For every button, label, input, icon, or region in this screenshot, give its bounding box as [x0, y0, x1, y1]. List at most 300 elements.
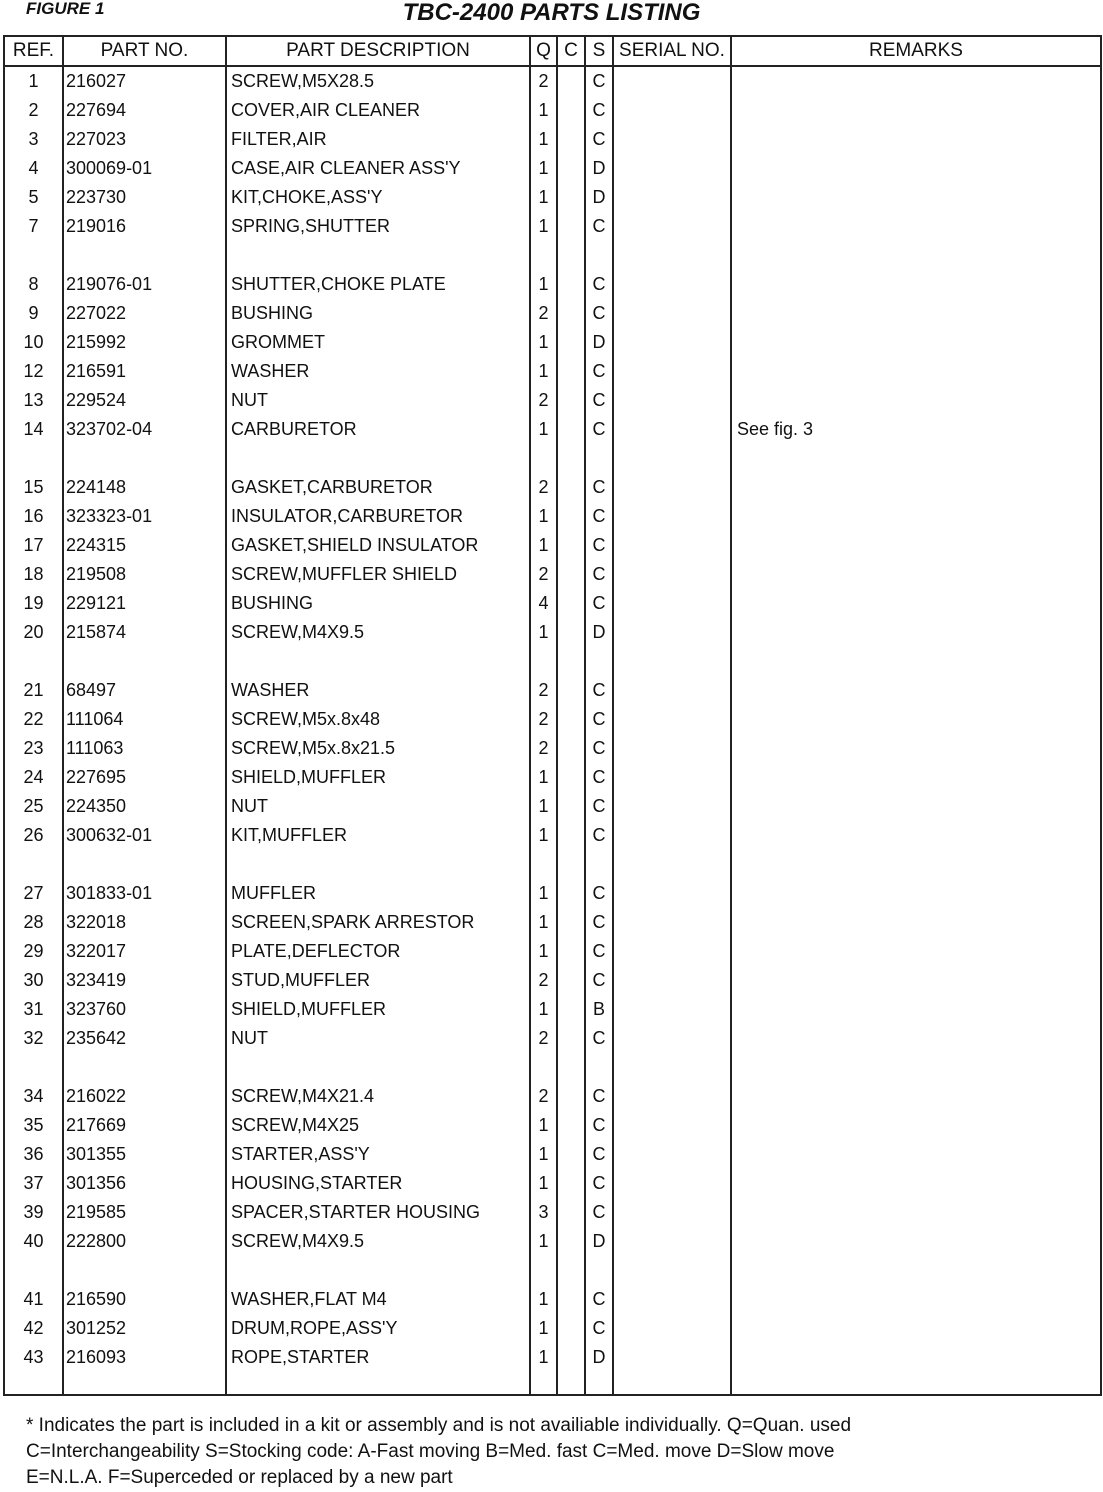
cell-ref: 30 [4, 966, 63, 995]
cell-ref: 22 [4, 705, 63, 734]
cell-description: STUD,MUFFLER [226, 966, 530, 995]
cell-c [557, 415, 585, 444]
table-row [4, 212, 1101, 241]
cell-c [557, 676, 585, 705]
cell-ref: 27 [4, 879, 63, 908]
filler-cell [63, 1372, 226, 1395]
cell-c [557, 444, 585, 473]
cell-serial-no [613, 299, 731, 328]
cell-description: DRUM,ROPE,ASS'Y [226, 1314, 530, 1343]
cell-remarks [731, 531, 1101, 560]
cell-ref: 3 [4, 125, 63, 154]
cell-serial-no [613, 1140, 731, 1169]
parts-table-body [4, 66, 1101, 1395]
cell-s: C [585, 473, 613, 502]
cell-s: C [585, 96, 613, 125]
table-row [4, 154, 1101, 183]
cell-ref [4, 1053, 63, 1082]
cell-serial-no [613, 1082, 731, 1111]
cell-part-no: 227694 [63, 96, 226, 125]
cell-s [585, 1256, 613, 1285]
cell-description: NUT [226, 386, 530, 415]
table-row [4, 734, 1101, 763]
table-row [4, 763, 1101, 792]
cell-c [557, 821, 585, 850]
cell-remarks [731, 1111, 1101, 1140]
cell-q: 1 [530, 908, 557, 937]
column-header-part-no: PART NO. [63, 36, 226, 66]
cell-q: 2 [530, 676, 557, 705]
cell-remarks [731, 1198, 1101, 1227]
cell-c [557, 763, 585, 792]
cell-description: GROMMET [226, 328, 530, 357]
cell-s: C [585, 66, 613, 96]
cell-serial-no [613, 328, 731, 357]
cell-c [557, 531, 585, 560]
table-row [4, 879, 1101, 908]
cell-ref: 7 [4, 212, 63, 241]
table-row [4, 328, 1101, 357]
cell-serial-no [613, 96, 731, 125]
cell-serial-no [613, 879, 731, 908]
cell-c [557, 879, 585, 908]
cell-c [557, 734, 585, 763]
cell-serial-no [613, 676, 731, 705]
cell-remarks [731, 96, 1101, 125]
table-row [4, 1285, 1101, 1314]
table-row [4, 415, 1101, 444]
cell-c [557, 241, 585, 270]
cell-c [557, 647, 585, 676]
cell-q [530, 850, 557, 879]
cell-ref [4, 444, 63, 473]
table-row [4, 299, 1101, 328]
cell-part-no: 219076-01 [63, 270, 226, 299]
table-header-row [4, 36, 1101, 66]
cell-description: WASHER [226, 676, 530, 705]
cell-q: 1 [530, 821, 557, 850]
cell-ref: 19 [4, 589, 63, 618]
cell-part-no: 223730 [63, 183, 226, 212]
cell-part-no: 224350 [63, 792, 226, 821]
table-row [4, 647, 1101, 676]
cell-remarks [731, 589, 1101, 618]
cell-part-no: 216027 [63, 66, 226, 96]
cell-s: C [585, 966, 613, 995]
cell-q: 2 [530, 66, 557, 96]
cell-part-no: 229524 [63, 386, 226, 415]
cell-description: BUSHING [226, 299, 530, 328]
table-row [4, 1256, 1101, 1285]
cell-c [557, 792, 585, 821]
cell-serial-no [613, 937, 731, 966]
table-row [4, 1198, 1101, 1227]
cell-description: ROPE,STARTER [226, 1343, 530, 1372]
cell-ref: 34 [4, 1082, 63, 1111]
cell-description [226, 1053, 530, 1082]
cell-serial-no [613, 1285, 731, 1314]
table-row [4, 66, 1101, 96]
cell-s: C [585, 792, 613, 821]
table-row [4, 1082, 1101, 1111]
cell-part-no: 300632-01 [63, 821, 226, 850]
cell-ref: 1 [4, 66, 63, 96]
cell-description [226, 1256, 530, 1285]
cell-part-no: 219508 [63, 560, 226, 589]
cell-serial-no [613, 734, 731, 763]
filler-cell [585, 1372, 613, 1395]
cell-q [530, 241, 557, 270]
cell-remarks [731, 647, 1101, 676]
cell-serial-no [613, 1227, 731, 1256]
cell-part-no: 224148 [63, 473, 226, 502]
cell-description: SHUTTER,CHOKE PLATE [226, 270, 530, 299]
table-row [4, 241, 1101, 270]
cell-remarks [731, 1343, 1101, 1372]
cell-description: SHIELD,MUFFLER [226, 995, 530, 1024]
cell-ref: 23 [4, 734, 63, 763]
cell-q: 4 [530, 589, 557, 618]
cell-c [557, 502, 585, 531]
cell-c [557, 1024, 585, 1053]
cell-remarks [731, 676, 1101, 705]
cell-s [585, 1053, 613, 1082]
cell-ref: 2 [4, 96, 63, 125]
cell-s: C [585, 415, 613, 444]
cell-remarks [731, 66, 1101, 96]
cell-serial-no [613, 1314, 731, 1343]
cell-part-no: 300069-01 [63, 154, 226, 183]
cell-part-no: 235642 [63, 1024, 226, 1053]
cell-description: CASE,AIR CLEANER ASS'Y [226, 154, 530, 183]
cell-q: 2 [530, 386, 557, 415]
cell-q: 2 [530, 473, 557, 502]
cell-serial-no [613, 821, 731, 850]
cell-ref: 39 [4, 1198, 63, 1227]
cell-description: SHIELD,MUFFLER [226, 763, 530, 792]
cell-description: SCREW,M5X28.5 [226, 66, 530, 96]
cell-s: D [585, 1343, 613, 1372]
cell-serial-no [613, 125, 731, 154]
cell-description: SCREW,M4X25 [226, 1111, 530, 1140]
cell-remarks [731, 328, 1101, 357]
cell-remarks [731, 183, 1101, 212]
cell-s: C [585, 763, 613, 792]
cell-c [557, 125, 585, 154]
cell-remarks [731, 821, 1101, 850]
cell-c [557, 1140, 585, 1169]
cell-c [557, 1198, 585, 1227]
cell-description: HOUSING,STARTER [226, 1169, 530, 1198]
cell-description: GASKET,CARBURETOR [226, 473, 530, 502]
cell-ref: 17 [4, 531, 63, 560]
cell-remarks [731, 502, 1101, 531]
cell-ref: 26 [4, 821, 63, 850]
cell-remarks [731, 125, 1101, 154]
cell-c [557, 328, 585, 357]
cell-part-no: 323419 [63, 966, 226, 995]
cell-q: 2 [530, 966, 557, 995]
cell-remarks [731, 1053, 1101, 1082]
cell-part-no: 301356 [63, 1169, 226, 1198]
cell-s [585, 241, 613, 270]
cell-serial-no [613, 444, 731, 473]
table-row [4, 792, 1101, 821]
cell-remarks [731, 1314, 1101, 1343]
cell-s: D [585, 154, 613, 183]
cell-q [530, 647, 557, 676]
cell-q [530, 1256, 557, 1285]
cell-description [226, 444, 530, 473]
cell-part-no: 216591 [63, 357, 226, 386]
cell-ref: 4 [4, 154, 63, 183]
cell-q: 1 [530, 270, 557, 299]
cell-q: 1 [530, 879, 557, 908]
table-row [4, 618, 1101, 647]
cell-part-no: 322017 [63, 937, 226, 966]
cell-remarks [731, 473, 1101, 502]
table-row [4, 1140, 1101, 1169]
cell-s: C [585, 1082, 613, 1111]
cell-serial-no [613, 908, 731, 937]
cell-c [557, 1314, 585, 1343]
cell-remarks [731, 937, 1101, 966]
cell-remarks [731, 444, 1101, 473]
cell-description: COVER,AIR CLEANER [226, 96, 530, 125]
filler-cell [226, 1372, 530, 1395]
table-row [4, 357, 1101, 386]
cell-c [557, 212, 585, 241]
cell-remarks [731, 850, 1101, 879]
cell-serial-no [613, 792, 731, 821]
cell-part-no: 301833-01 [63, 879, 226, 908]
cell-serial-no [613, 473, 731, 502]
cell-serial-no [613, 995, 731, 1024]
cell-s: C [585, 676, 613, 705]
table-row [4, 676, 1101, 705]
cell-q: 2 [530, 734, 557, 763]
cell-c [557, 850, 585, 879]
cell-remarks [731, 386, 1101, 415]
cell-ref: 15 [4, 473, 63, 502]
cell-q: 1 [530, 937, 557, 966]
cell-ref: 9 [4, 299, 63, 328]
cell-description: STARTER,ASS'Y [226, 1140, 530, 1169]
cell-description: FILTER,AIR [226, 125, 530, 154]
filler-cell [557, 1372, 585, 1395]
cell-remarks [731, 357, 1101, 386]
cell-description: INSULATOR,CARBURETOR [226, 502, 530, 531]
table-row [4, 270, 1101, 299]
cell-part-no: 68497 [63, 676, 226, 705]
cell-serial-no [613, 1343, 731, 1372]
cell-description: NUT [226, 792, 530, 821]
footnote-line: * Indicates the part is included in a kit or assembly and is not availiable individually. Q=Quan. used [26, 1415, 852, 1436]
cell-serial-no [613, 618, 731, 647]
cell-c [557, 589, 585, 618]
cell-s: C [585, 1169, 613, 1198]
cell-s: C [585, 299, 613, 328]
cell-s: C [585, 531, 613, 560]
cell-part-no: 219585 [63, 1198, 226, 1227]
cell-description: SCREW,M4X9.5 [226, 1227, 530, 1256]
cell-c [557, 1169, 585, 1198]
cell-serial-no [613, 241, 731, 270]
cell-ref: 35 [4, 1111, 63, 1140]
filler-cell [4, 1372, 63, 1395]
cell-ref [4, 241, 63, 270]
cell-part-no: 227022 [63, 299, 226, 328]
cell-c [557, 1256, 585, 1285]
cell-s: C [585, 1198, 613, 1227]
cell-s: B [585, 995, 613, 1024]
cell-q: 1 [530, 154, 557, 183]
cell-s: C [585, 270, 613, 299]
cell-ref: 14 [4, 415, 63, 444]
cell-c [557, 66, 585, 96]
cell-ref: 12 [4, 357, 63, 386]
cell-remarks [731, 763, 1101, 792]
cell-description: KIT,CHOKE,ASS'Y [226, 183, 530, 212]
cell-q: 2 [530, 299, 557, 328]
cell-ref: 21 [4, 676, 63, 705]
cell-part-no: 224315 [63, 531, 226, 560]
cell-description: WASHER,FLAT M4 [226, 1285, 530, 1314]
cell-c [557, 995, 585, 1024]
cell-part-no: 301252 [63, 1314, 226, 1343]
cell-c [557, 1285, 585, 1314]
table-row [4, 1343, 1101, 1372]
cell-description: WASHER [226, 357, 530, 386]
cell-s: C [585, 734, 613, 763]
cell-remarks [731, 879, 1101, 908]
cell-q: 1 [530, 212, 557, 241]
figure-label: FIGURE 1 [26, 0, 105, 18]
cell-c [557, 560, 585, 589]
cell-serial-no [613, 560, 731, 589]
cell-part-no [63, 444, 226, 473]
cell-serial-no [613, 66, 731, 96]
cell-s: C [585, 705, 613, 734]
cell-remarks [731, 1140, 1101, 1169]
cell-remarks: See fig. 3 [731, 415, 1101, 444]
cell-remarks [731, 1024, 1101, 1053]
cell-s: C [585, 1024, 613, 1053]
cell-serial-no [613, 1111, 731, 1140]
cell-ref: 10 [4, 328, 63, 357]
cell-serial-no [613, 850, 731, 879]
table-row [4, 821, 1101, 850]
cell-c [557, 908, 585, 937]
cell-ref: 40 [4, 1227, 63, 1256]
cell-s: C [585, 560, 613, 589]
cell-ref [4, 647, 63, 676]
cell-c [557, 357, 585, 386]
cell-ref [4, 850, 63, 879]
cell-part-no: 229121 [63, 589, 226, 618]
cell-part-no [63, 647, 226, 676]
cell-part-no: 323760 [63, 995, 226, 1024]
cell-c [557, 618, 585, 647]
cell-s: C [585, 212, 613, 241]
cell-description [226, 850, 530, 879]
cell-q: 1 [530, 995, 557, 1024]
cell-q [530, 1053, 557, 1082]
cell-q: 1 [530, 1314, 557, 1343]
column-header-description: PART DESCRIPTION [226, 36, 530, 66]
cell-description [226, 241, 530, 270]
table-row [4, 850, 1101, 879]
table-row [4, 1111, 1101, 1140]
cell-s: C [585, 908, 613, 937]
cell-part-no: 227695 [63, 763, 226, 792]
cell-part-no [63, 241, 226, 270]
cell-ref: 25 [4, 792, 63, 821]
cell-s [585, 850, 613, 879]
cell-s: C [585, 357, 613, 386]
cell-serial-no [613, 386, 731, 415]
cell-q: 1 [530, 183, 557, 212]
cell-ref: 28 [4, 908, 63, 937]
cell-c [557, 705, 585, 734]
cell-description: SCREW,M4X9.5 [226, 618, 530, 647]
cell-s: C [585, 1111, 613, 1140]
filler-cell [530, 1372, 557, 1395]
cell-remarks [731, 792, 1101, 821]
cell-serial-no [613, 502, 731, 531]
cell-serial-no [613, 647, 731, 676]
cell-remarks [731, 212, 1101, 241]
cell-serial-no [613, 270, 731, 299]
cell-s: C [585, 821, 613, 850]
cell-ref: 29 [4, 937, 63, 966]
cell-remarks [731, 241, 1101, 270]
table-row [4, 502, 1101, 531]
cell-q: 1 [530, 618, 557, 647]
table-row [4, 125, 1101, 154]
cell-q: 1 [530, 502, 557, 531]
cell-part-no: 322018 [63, 908, 226, 937]
table-row [4, 183, 1101, 212]
cell-description: SCREW,M5x.8x48 [226, 705, 530, 734]
cell-remarks [731, 1285, 1101, 1314]
cell-c [557, 966, 585, 995]
cell-q: 1 [530, 1227, 557, 1256]
cell-q: 2 [530, 705, 557, 734]
cell-remarks [731, 1082, 1101, 1111]
cell-s: C [585, 1140, 613, 1169]
cell-c [557, 1343, 585, 1372]
cell-ref: 20 [4, 618, 63, 647]
table-row [4, 531, 1101, 560]
cell-ref: 37 [4, 1169, 63, 1198]
column-header-serial-no: SERIAL NO. [613, 36, 731, 66]
cell-part-no [63, 1053, 226, 1082]
cell-description: GASKET,SHIELD INSULATOR [226, 531, 530, 560]
cell-remarks [731, 154, 1101, 183]
footnote-line: E=N.L.A. F=Superceded or replaced by a new part [26, 1467, 453, 1488]
cell-serial-no [613, 705, 731, 734]
cell-q: 1 [530, 792, 557, 821]
cell-part-no: 222800 [63, 1227, 226, 1256]
table-row [4, 386, 1101, 415]
cell-description: SPRING,SHUTTER [226, 212, 530, 241]
cell-q: 1 [530, 531, 557, 560]
cell-q: 1 [530, 763, 557, 792]
cell-c [557, 270, 585, 299]
cell-q: 1 [530, 1169, 557, 1198]
cell-serial-no [613, 212, 731, 241]
